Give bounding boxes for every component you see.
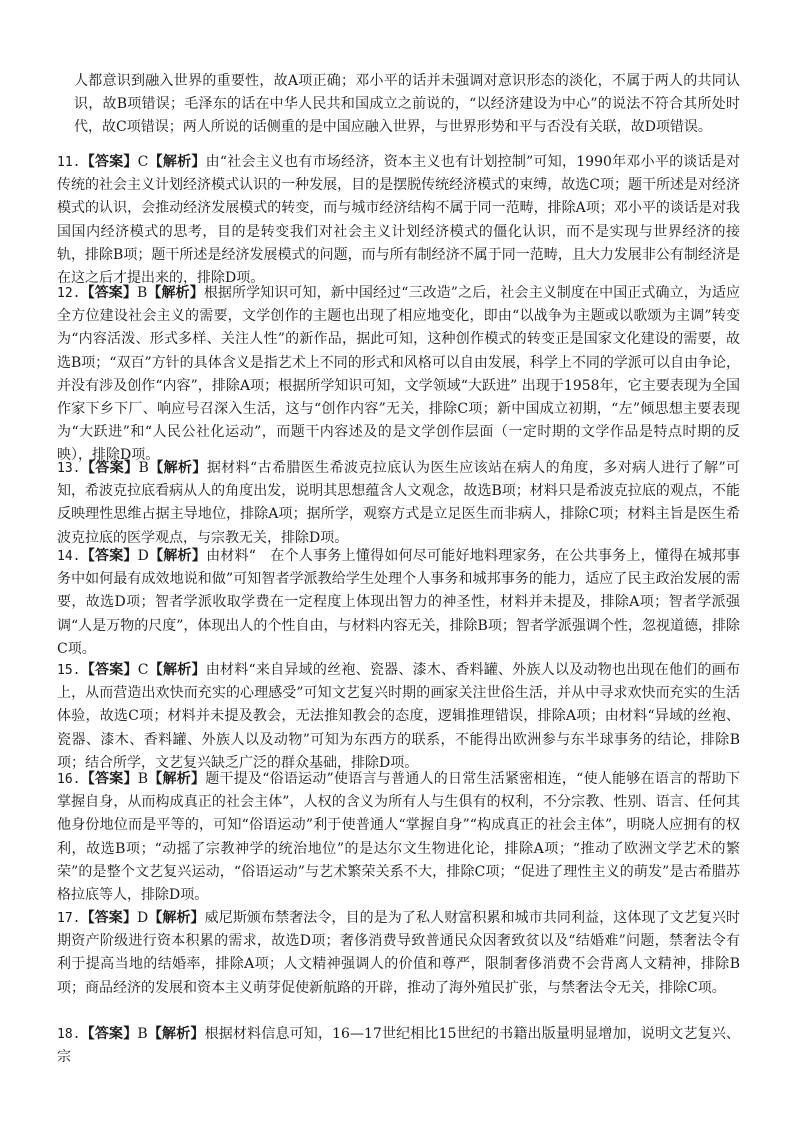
item-number: 17. xyxy=(57,911,81,926)
analysis-text: 由材料“ 在个人事务上懂得如何尽可能好地料理家务，在公共事务上，懂得在城邦事务中如何最有成效地说和做”可知智者学派教给学生处理个人事务和城邦事务的能力，适应了民主政治发展的需要，故选D项；智者学派收取学费在一定程度上体现出智力的神圣性，材料并未提及，排除A项；智者学派强调“人是万物的尺度”，体现出人的个性自由，与材料内容无关，排除B项；智者学派强调个性，忽视道德，排除C项。 xyxy=(57,548,741,657)
answer-item-12 xyxy=(57,282,740,468)
analysis-tag: 【解析】 xyxy=(148,548,207,564)
item-number: 15. xyxy=(57,663,81,678)
answer-letter: B xyxy=(137,771,149,787)
answer-tag: 【答案】 xyxy=(80,548,138,564)
answer-item-11 xyxy=(57,151,740,290)
answer-item-17 xyxy=(57,907,740,1000)
continuation-paragraph: 人都意识到融入世界的重要性，故A项正确；邓小平的话并未强调对意识形态的淡化，不属于两人的共同认识，故B项错误；毛泽东的话在中华人民共和国成立之前说的，“以经济建设为中心”的说法不符合其所处时代，故C项错误；两人所说的话侧重的是中国应融入世界，与世界形势和平与否没有关联，故D项错误。 xyxy=(74,73,740,136)
answer-letter: C xyxy=(137,154,149,170)
answer-letter: B xyxy=(137,285,148,301)
analysis-text: 题干提及“俗语运动”使语言与普通人的日常生活紧密相连，“使人能够在语言的帮助下掌握自身，从而构成真正的社会主体”，人权的含义为所有人与生俱有的权利，不分宗教、性别、语言、任何其他身份地位而是平等的，可知“俗语运动”利于使普通人“掌握自身”“构成真正的社会主体”，明晓人应拥有的权利，故选B项；“动摇了宗教神学的统治地位”的是达尔文生物进化论，排除A项；“推动了欧洲文学艺术的繁荣”的是整个文艺复兴运动，“俗语运动”与艺术繁荣关系不大，排除C项；“促进了理性主义的萌发”是古希腊苏格拉底等人，排除D项。 xyxy=(57,771,741,904)
answer-tag: 【答案】 xyxy=(80,662,138,678)
item-number: 18. xyxy=(57,1027,81,1042)
analysis-tag: 【解析】 xyxy=(148,662,206,678)
answer-letter: D xyxy=(137,548,149,564)
answer-item-15 xyxy=(57,659,740,775)
answer-tag: 【答案】 xyxy=(80,285,137,301)
analysis-text: 根据材料信息可知，16—17世纪相比15世纪的书籍出版量明显增加，说明文艺复兴、宗 xyxy=(57,1026,741,1066)
analysis-tag: 【解析】 xyxy=(147,285,204,301)
answer-tag: 【答案】 xyxy=(80,1026,138,1042)
analysis-tag: 【解析】 xyxy=(147,1026,205,1042)
answer-item-13 xyxy=(57,457,740,550)
analysis-text: 根据所学知识可知，新中国经过“三改造”之后，社会主义制度在中国正式确立，为适应全方位建设社会主义的需要，文学创作的主题也出现了相应地变化，即由“以战争为主题或以歌颂为主调”转变为“内容活泼、形式多样、关注人性”的新作品，据此可知，这种创作模式的转变正是国家文化建设的需要，故选B项；“双百”方针的具体含义是指艺术上不同的形式和风格可以自由发展，科学上不同的学派可以自由争论，并没有涉及创作“内容”，排除A项；根据所学知识可知，文学领域“大跃进” 出现于1958年，它主要表现为全国作家下乡下厂、响应号召深入生活，这与“创作内容”无关，排除C项；新中国成立初期，“左”倾思想主要表现为“大跃进”和“人民公社化运动”，而题干内容述及的是文学创作层面（一定时期的文学作品是特点时期的反映），排除D项。 xyxy=(57,285,741,464)
analysis-text: 威尼斯颁布禁奢法令，目的是为了私人财富积累和城市共同利益，这体现了文艺复兴时期资产阶级进行资本积累的需求，故选D项；奢侈消费导致普通民众因奢致贫以及“结婚难”问题，禁奢法令有利于提高当地的结婚率，排除A项；人文精神强调人的价值和尊严，限制奢侈消费不会背离人文精神，排除B项；商品经济的发展和资本主义萌芽促使新航路的开辟，推动了海外殖民扩张，与禁奢法令无关，排除C项。 xyxy=(57,910,741,996)
answer-tag: 【答案】 xyxy=(80,154,138,170)
analysis-tag: 【解析】 xyxy=(148,460,207,476)
answer-tag: 【答案】 xyxy=(80,771,138,787)
answer-item-14 xyxy=(57,545,740,661)
analysis-tag: 【解析】 xyxy=(148,154,206,170)
analysis-text: 据材料“古希腊医生希波克拉底认为医生应该站在病人的角度，多对病人进行了解”可知，希波克拉底看病从人的角度出发，说明其思想蕴含人文观念，故选B项；材料只是希波克拉底的观点，不能反映理性思维占据主导地位，排除A项；据所学，观察方式是立足医生而非病人，排除C项；材料主旨是医生希波克拉底的医学观点，与宗教无关，排除D项。 xyxy=(57,460,741,546)
analysis-tag: 【解析】 xyxy=(148,910,205,926)
answer-tag: 【答案】 xyxy=(80,460,139,476)
answer-letter: D xyxy=(136,910,149,926)
analysis-text: 由材料“来自异域的丝袍、瓷器、漆木、香料罐、外族人以及动物也出现在他们的画布上，从而营造出欢快而充实的心理感受”可知文艺复兴时期的画家关注世俗生活，并从中寻求欢快而充实的生活体验，故选C项；材料并未提及教会，无法推知教会的态度，逻辑推理错误，排除A项；由材料“异域的丝袍、瓷器、漆木、香料罐、外族人以及动物”可知为东西方的联系，不能得出欧洲参与东半球事务的结论，排除B项；结合所学，文艺复兴缺乏广泛的群众基础，排除D项。 xyxy=(57,662,741,771)
answer-letter: B xyxy=(137,1026,148,1042)
item-number: 14. xyxy=(57,549,81,564)
item-number: 16. xyxy=(57,772,81,787)
analysis-text: 由“社会主义也有市场经济，资本主义也有计划控制”可知，1990年邓小平的谈话是对传统的社会主义计划经济模式认识的一种发展，目的是摆脱传统经济模式的束缚，故选C项；题干所述是对经济模式的认识，会推动经济发展模式的转变，而与城市经济结构不属于同一范畴，排除A项；邓小平的谈话是对我国国内经济模式的思考，目的是转变我们对社会主义计划经济模式的僵化认识，而不是实现与世界经济的接轨，排除B项；题干所述是经济发展模式的问题，而与所有制经济不属于同一范畴，且大力发展非公有制经济是在这之后才提出来的，排除D项。 xyxy=(57,154,741,287)
analysis-tag: 【解析】 xyxy=(148,771,206,787)
answer-letter: B xyxy=(138,460,149,476)
answer-item-16 xyxy=(57,768,740,907)
answer-tag: 【答案】 xyxy=(80,910,137,926)
item-number: 13. xyxy=(57,461,81,476)
answer-item-18 xyxy=(57,1023,740,1069)
answer-letter: C xyxy=(137,662,149,678)
item-number: 12. xyxy=(57,286,81,301)
item-number: 11. xyxy=(57,155,81,170)
